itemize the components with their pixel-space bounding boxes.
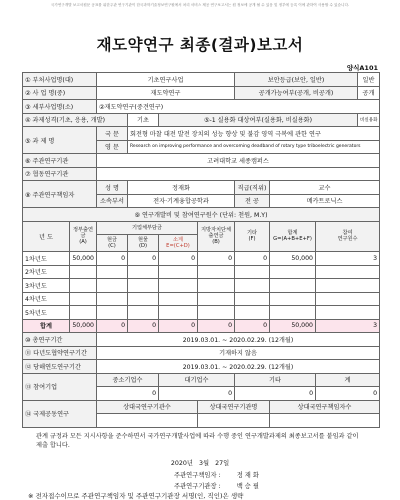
submission-date — [0, 458, 400, 467]
row-multiyear-period — [23, 346, 380, 360]
budget-subtotal — [159, 292, 198, 306]
intl-institution-count-header: 상대국연구기관수 — [97, 400, 198, 414]
principal-investigator-signature — [174, 470, 259, 479]
participating-companies-label: ⑬ 참여기업 — [23, 373, 97, 400]
project-title-label: ⑤ 과 제 명 — [23, 127, 97, 154]
budget-row — [23, 292, 380, 306]
commercialization-label: ⑤-1 실용화 대상여부(실용화, 비실용화) — [159, 113, 358, 127]
host-institution-label: ⑥ 주관연구기관 — [23, 154, 97, 168]
budget-sum-cash: 0 — [97, 319, 128, 333]
row-host-institution — [23, 154, 380, 168]
pi-dept-value: 전자·기계융합공학과 — [128, 194, 235, 208]
electronic-submission-note: ※ 전자접수이므로 주관연구책임자 및 주관연구기관장 서명(인, 직인)은 생략 — [28, 492, 244, 500]
total-period-value: 2019.03.01. ~ 2020.02.29. (12개월) — [97, 333, 380, 347]
institution-head-signature — [174, 481, 259, 490]
budget-row — [23, 265, 380, 279]
current-period-value: 2019.03.01. ~ 2020.02.29. (12개월) — [97, 360, 380, 374]
row-budget-header-1 — [23, 221, 380, 235]
total-period-label: ⑩ 총연구기간 — [23, 333, 97, 347]
multiyear-period-value: 기재하지 않음 — [97, 346, 380, 360]
budget-company-group-header: 기업체부담금 — [97, 221, 198, 235]
budget-subtotal — [159, 279, 198, 293]
security-level-value: 일반 — [358, 73, 380, 87]
head-signature-name: 백 승 필 — [236, 483, 259, 490]
header-note: 국가연구개발 보고서원문 공표를 위한주관 연구기관이 한국과학기술정보연구원에서 처리 서비스 제공 연구보고서는 원 정보에 공개 될 수 있음 및 정부에 등록 이에 관하여 사용할 수 있습니다. — [50, 3, 350, 7]
budget-subtotal — [159, 265, 198, 279]
pi-major-value: 메카트로닉스 — [270, 194, 380, 208]
budget-gov-header: 정부출연금 (A) — [70, 221, 97, 252]
other-count-header: 기타 — [235, 373, 316, 387]
budget-cash-header: 현금 (C) — [97, 235, 128, 252]
pi-signature-label: 주관연구책임자 : — [174, 472, 221, 479]
budget-total — [270, 279, 316, 293]
large-company-count-header: 대기업수 — [159, 373, 235, 387]
row-project-title-kor — [23, 127, 380, 141]
row-intl-header — [23, 400, 380, 414]
ministry-program-label: ① 부처사업명(대) — [23, 73, 97, 87]
budget-sum-kind: 0 — [128, 319, 159, 333]
head-signature-label: 주관연구기관장 : — [174, 483, 221, 490]
budget-other — [235, 265, 270, 279]
intl-institution-count-value — [97, 414, 198, 428]
multiyear-period-label: ⑪ 다년도협약연구기간 — [23, 346, 97, 360]
pi-major-label: 전 공 — [235, 194, 270, 208]
row-participating-header — [23, 373, 380, 387]
korean-title-label: 국 문 — [97, 127, 128, 141]
budget-sum-subtotal: 0 — [159, 319, 198, 333]
budget-local: 0 — [198, 252, 235, 266]
budget-kind-header: 현물 (D) — [128, 235, 159, 252]
budget-kind — [128, 292, 159, 306]
company-total-value: 0 — [316, 387, 380, 401]
budget-gov: 50,000 — [70, 252, 97, 266]
budget-sum-label: 합계 — [23, 319, 70, 333]
date-month: 3월 — [198, 460, 210, 467]
report-form-table — [22, 72, 380, 428]
budget-cash — [97, 306, 128, 320]
security-level-label: 보안등급(보안, 일반) — [235, 73, 358, 87]
budget-other — [235, 292, 270, 306]
row-pi-name — [23, 181, 380, 195]
row-project-type — [23, 113, 380, 127]
budget-kind — [128, 306, 159, 320]
english-title-label: 영 문 — [97, 140, 128, 154]
document-title: 재도약연구 최종(결과)보고서 — [96, 36, 304, 54]
budget-year: 4차년도 — [23, 292, 70, 306]
budget-kind: 0 — [128, 252, 159, 266]
other-count-value: 0 — [235, 387, 316, 401]
program-name-label: ② 사 업 명(중) — [23, 86, 97, 100]
intl-institution-name-header: 상대국연구기관명 — [198, 400, 270, 414]
pi-name-value: 정재화 — [128, 181, 235, 195]
current-period-label: ⑫ 당해연도연구기간 — [23, 360, 97, 374]
project-type-label: ④ 과제성격(기초, 응용, 개발) — [23, 113, 128, 127]
coop-institution-value — [97, 167, 380, 181]
program-name-value: 재도약연구 — [97, 86, 235, 100]
row-current-period — [23, 360, 380, 374]
pi-name-label: 성 명 — [97, 181, 128, 195]
sme-count-header: 중소기업수 — [97, 373, 159, 387]
budget-sum-row — [23, 319, 380, 333]
budget-local — [198, 265, 235, 279]
subprogram-value: ②재도약연구(중견연구) — [97, 100, 380, 114]
budget-gov — [70, 265, 97, 279]
budget-cash — [97, 292, 128, 306]
row-coop-institution — [23, 167, 380, 181]
budget-total — [270, 292, 316, 306]
budget-total: 50,000 — [270, 252, 316, 266]
budget-kind — [128, 265, 159, 279]
budget-local-header: 지방자치단체 출연금 (B) — [198, 221, 235, 252]
row-ministry-program — [23, 73, 380, 87]
row-program-name — [23, 86, 380, 100]
date-day: 27일 — [215, 460, 230, 467]
budget-year: 3차년도 — [23, 279, 70, 293]
budget-other — [235, 279, 270, 293]
budget-people-header: 참여 연구원수 — [316, 221, 380, 252]
budget-local — [198, 292, 235, 306]
budget-local — [198, 306, 235, 320]
submission-statement: 관계 규정과 모든 지시사항을 준수하면서 국가연구개발사업에 따라 수행 중인 연구개발과제의 최종보고서를 붙임과 같이 제출 합니다. — [36, 433, 359, 449]
budget-year: 2차년도 — [23, 265, 70, 279]
pi-signature-name: 정 재 화 — [236, 472, 259, 479]
pi-dept-label: 소속부서 — [97, 194, 128, 208]
budget-gov — [70, 306, 97, 320]
budget-year: 1차년도 — [23, 252, 70, 266]
intl-institution-name-value — [198, 414, 270, 428]
budget-year-header: 년 도 — [23, 221, 70, 252]
budget-year: 5차년도 — [23, 306, 70, 320]
principal-investigator-label: ⑧ 주관연구책임자 — [23, 181, 97, 208]
budget-cash — [97, 265, 128, 279]
budget-row — [23, 252, 380, 266]
coop-institution-label: ⑦ 협동연구기관 — [23, 167, 97, 181]
budget-people — [316, 265, 380, 279]
form-number: 양식A101 — [346, 64, 378, 72]
company-total-header: 계 — [316, 373, 380, 387]
ministry-program-value: 기초연구사업 — [97, 73, 235, 87]
budget-gov — [70, 279, 97, 293]
budget-people — [316, 306, 380, 320]
budget-total — [270, 306, 316, 320]
english-title-value: Research on improving performance and overcoming deadband of rotary type triboelectric generators — [128, 140, 380, 154]
commercialization-value: 비실용화 — [358, 113, 380, 127]
row-total-period — [23, 333, 380, 347]
budget-kind — [128, 279, 159, 293]
budget-cash: 0 — [97, 252, 128, 266]
budget-total-header: 합계 G=(A+B+E+F) — [270, 221, 316, 252]
budget-other — [235, 306, 270, 320]
budget-sum-other: 0 — [235, 319, 270, 333]
host-institution-value: 고려대학교 세종캠퍼스 — [97, 154, 380, 168]
budget-other-header: 기타 (F) — [235, 221, 270, 252]
pi-position-value: 교수 — [270, 181, 380, 195]
budget-sum-gov: 50,000 — [70, 319, 97, 333]
budget-sum-total: 50,000 — [270, 319, 316, 333]
intl-pi-count-header: 상대국연구책임자수 — [270, 400, 380, 414]
budget-subtotal: 0 — [159, 252, 198, 266]
pi-position-label: 직급(직위) — [235, 181, 270, 195]
intl-pi-count-value — [270, 414, 380, 428]
disclosure-value: 공개 — [358, 86, 380, 100]
budget-sum-local: 0 — [198, 319, 235, 333]
korean-title-value: 회전형 마찰 대전 발전 장치의 성능 향상 및 불감 영역 극복에 관한 연구 — [128, 127, 380, 141]
sme-count-value: 0 — [97, 387, 159, 401]
budget-people — [316, 279, 380, 293]
budget-total — [270, 265, 316, 279]
budget-gov — [70, 292, 97, 306]
budget-people — [316, 292, 380, 306]
budget-row — [23, 306, 380, 320]
budget-local — [198, 279, 235, 293]
budget-row — [23, 279, 380, 293]
disclosure-label: 공개가능여부(공개, 비공개) — [235, 86, 358, 100]
budget-subtotal-header: 소계 E=(C+D) — [159, 235, 198, 252]
budget-people: 3 — [316, 252, 380, 266]
subprogram-label: ③ 세부사업명(소) — [23, 100, 97, 114]
budget-other: 0 — [235, 252, 270, 266]
row-budget-title — [23, 208, 380, 222]
row-subprogram — [23, 100, 380, 114]
date-year: 2020년 — [170, 460, 193, 467]
budget-cash — [97, 279, 128, 293]
project-type-value: 기초 — [128, 113, 159, 127]
large-company-count-value: 0 — [159, 387, 235, 401]
budget-subtotal — [159, 306, 198, 320]
intl-research-label: ⑭ 국제공동연구 — [23, 400, 97, 427]
budget-section-title: ⑨ 연구개발비 및 참여연구원수 (단위: 천원, M.Y) — [23, 208, 380, 222]
budget-sum-people: 3 — [316, 319, 380, 333]
